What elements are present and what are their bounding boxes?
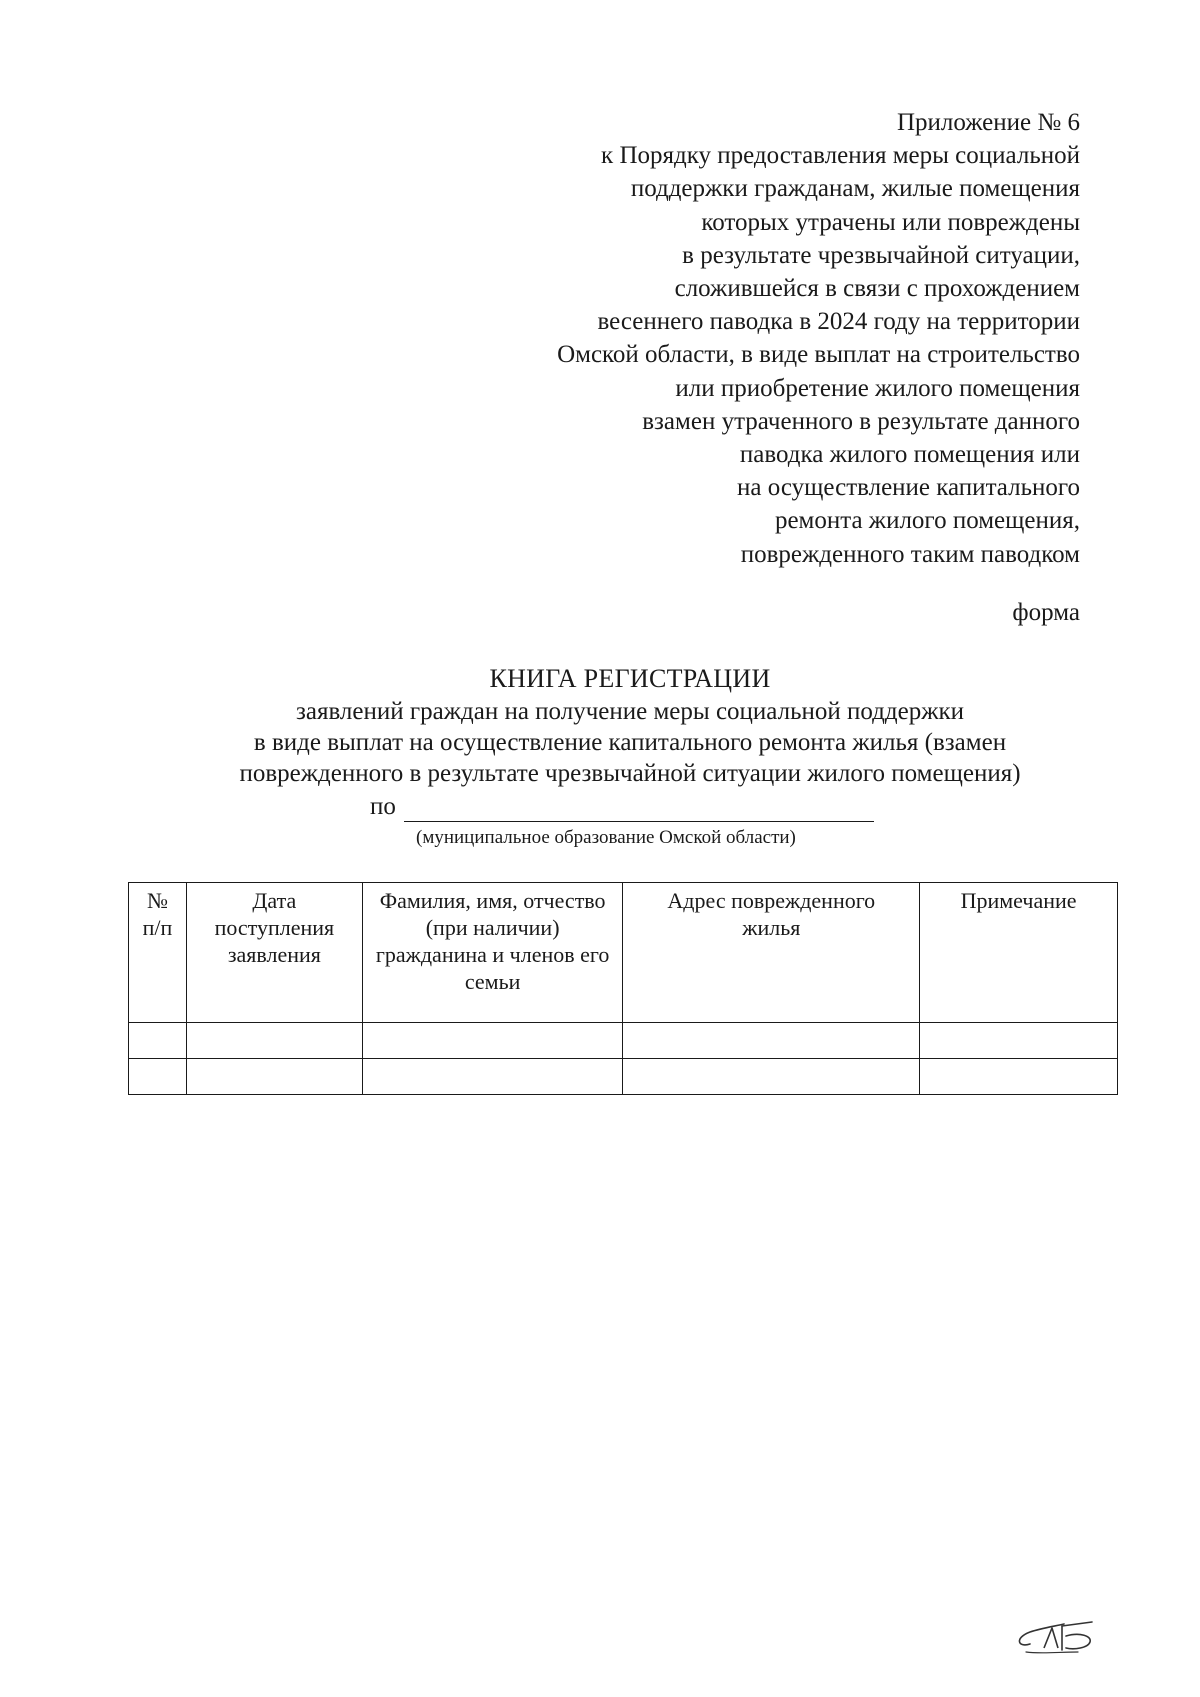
signature-mark — [1000, 1612, 1110, 1660]
header-text-line: Примечание — [960, 888, 1077, 913]
appendix-line: или приобретение жилого помещения — [675, 374, 1080, 402]
appendix-line: Омской области, в виде выплат на строительство — [557, 341, 1080, 369]
header-text-line: Фамилия, имя, отчество — [379, 888, 606, 913]
column-number — [129, 883, 187, 1023]
table-cell — [129, 1059, 187, 1095]
table-row — [129, 1023, 1118, 1059]
header-text-line: гражданина и членов его — [375, 942, 610, 967]
table-cell — [623, 1023, 920, 1059]
header-text-line: Адрес поврежденного — [667, 888, 876, 913]
column-note — [920, 883, 1118, 1023]
appendix-line: на осуществление капитального — [737, 474, 1080, 502]
registration-table — [128, 882, 1118, 1095]
header-text-line: семьи — [464, 969, 521, 994]
heading-line-1: заявлений граждан на получение меры социальной поддержки — [295, 698, 964, 725]
appendix-line: взамен утраченного в результате данного — [642, 407, 1080, 435]
municipality-caption: (муниципальное образование Омской области) — [416, 827, 796, 848]
column-address — [623, 883, 920, 1023]
column-date — [186, 883, 362, 1023]
form-label: форма — [1012, 599, 1080, 626]
table-cell — [362, 1023, 623, 1059]
appendix-line: поврежденного таким паводком — [740, 540, 1080, 568]
column-full-name — [362, 883, 623, 1023]
municipality-blank — [404, 798, 874, 822]
municipality-line — [370, 792, 874, 822]
appendix-line: к Порядку предоставления меры социальной — [601, 142, 1080, 170]
appendix-line: в результате чрезвычайной ситуации, — [682, 241, 1080, 269]
table-cell — [920, 1023, 1118, 1059]
appendix-line: ремонта жилого помещения, — [774, 507, 1080, 535]
po-label: по — [370, 793, 396, 820]
header-text-line: п/п — [142, 915, 173, 940]
heading-line-2: в виде выплат на осуществление капитального ремонта жилья (взамен — [253, 729, 1007, 756]
table-header-row — [129, 883, 1118, 1023]
header-text-line: поступления — [214, 915, 335, 940]
header-text-line: (при наличии) — [425, 915, 560, 940]
appendix-header — [440, 106, 1080, 571]
table-cell — [129, 1023, 187, 1059]
table-cell — [186, 1059, 362, 1095]
appendix-line: паводка жилого помещения или — [739, 441, 1080, 469]
header-text-line: № — [146, 888, 168, 913]
header-text-line: заявления — [227, 942, 321, 967]
appendix-line: которых утрачены или повреждены — [701, 208, 1080, 236]
appendix-line: поддержки гражданам, жилые помещения — [630, 175, 1080, 203]
table-cell — [186, 1023, 362, 1059]
table-cell — [623, 1059, 920, 1095]
table-cell — [362, 1059, 623, 1095]
header-text-line: Дата — [252, 888, 297, 913]
heading-line-3: поврежденного в результате чрезвычайной ситуации жилого помещения) — [239, 760, 1021, 787]
header-text-line: жилья — [742, 915, 801, 940]
appendix-line: сложившейся в связи с прохождением — [674, 275, 1080, 303]
document-heading — [160, 662, 1100, 789]
table-body — [129, 1023, 1118, 1095]
appendix-line: весеннего паводка в 2024 году на территории — [597, 308, 1080, 336]
appendix-line: Приложение № 6 — [896, 109, 1080, 136]
table-row — [129, 1059, 1118, 1095]
document-title: КНИГА РЕГИСТРАЦИИ — [489, 664, 771, 693]
table-cell — [920, 1059, 1118, 1095]
